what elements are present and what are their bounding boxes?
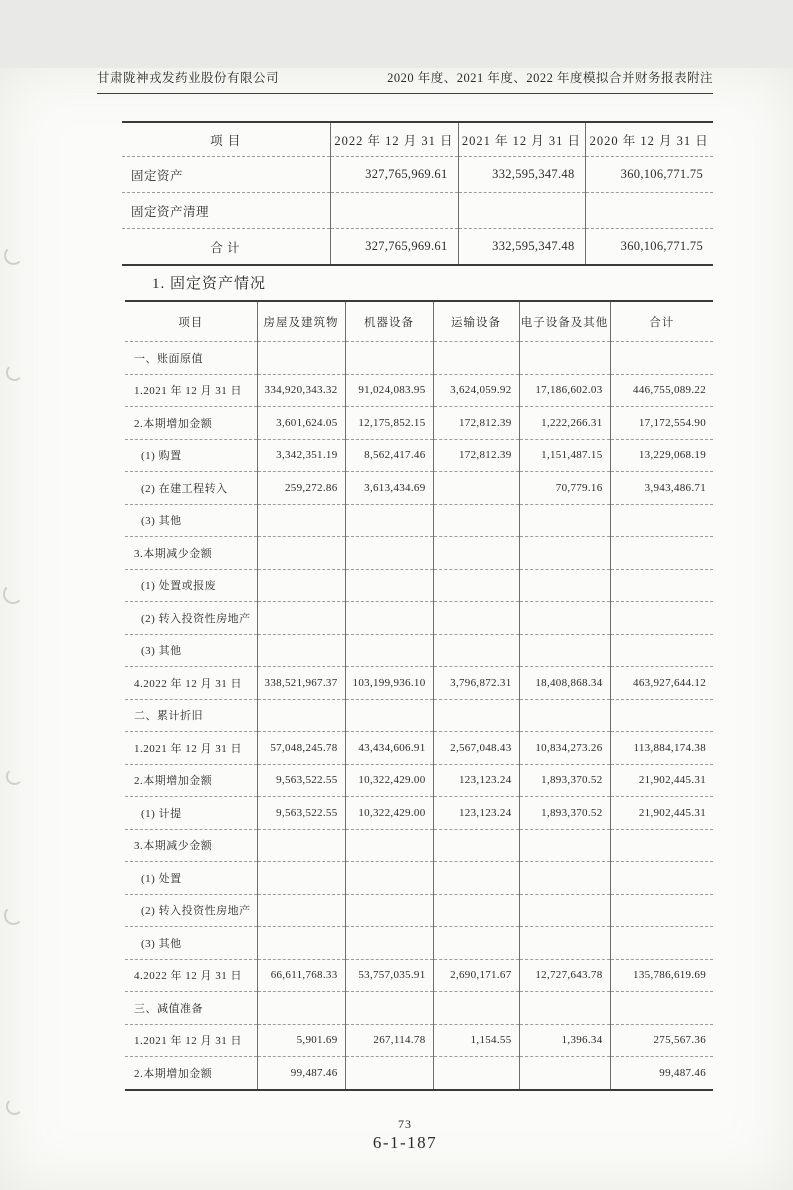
- table-row: [122, 157, 713, 193]
- cell-value: [519, 634, 610, 667]
- cell-value: [433, 602, 519, 635]
- cell-value: 66,611,768.33: [257, 959, 345, 992]
- cell-value: 334,920,343.32: [257, 374, 345, 407]
- fixed-assets-header-row: [125, 301, 713, 342]
- row-label: (2) 转入投资性房地产: [125, 602, 257, 635]
- cell-value: 3,342,351.19: [257, 439, 345, 472]
- table-row: [122, 193, 713, 229]
- cell-value: 463,927,644.12: [610, 667, 713, 700]
- scan-artifact: [6, 768, 23, 785]
- cell-value: 12,727,643.78: [519, 959, 610, 992]
- row-label: 1.2021 年 12 月 31 日: [125, 374, 257, 407]
- cell-value: [433, 1057, 519, 1090]
- cell-value: [519, 992, 610, 1025]
- cell-value: [345, 342, 433, 375]
- table-row: [125, 634, 713, 667]
- cell-value: [345, 504, 433, 537]
- cell-value: 332,595,347.48: [458, 229, 585, 266]
- table-row: [125, 374, 713, 407]
- cell-value: 3,601,624.05: [257, 407, 345, 440]
- row-label: 一、账面原值: [125, 342, 257, 375]
- column-header: 合计: [610, 301, 713, 342]
- table-row: [125, 1024, 713, 1057]
- cell-value: 70,779.16: [519, 472, 610, 505]
- row-label: (1) 计提: [125, 797, 257, 830]
- table-row: [125, 667, 713, 700]
- scan-artifact: [6, 1098, 23, 1115]
- cell-value: 360,106,771.75: [585, 229, 713, 266]
- table-row: [125, 407, 713, 440]
- cell-value: 9,563,522.55: [257, 764, 345, 797]
- cell-value: [433, 504, 519, 537]
- row-label: (3) 其他: [125, 504, 257, 537]
- column-header: 房屋及建筑物: [257, 301, 345, 342]
- cell-value: [610, 829, 713, 862]
- row-label: 3.本期减少金额: [125, 537, 257, 570]
- cell-value: 43,434,606.91: [345, 732, 433, 765]
- cell-value: [433, 862, 519, 895]
- cell-value: [610, 602, 713, 635]
- cell-value: 172,812.39: [433, 407, 519, 440]
- table-row: [125, 1057, 713, 1090]
- row-label: 1.2021 年 12 月 31 日: [125, 1024, 257, 1057]
- cell-value: 3,943,486.71: [610, 472, 713, 505]
- cell-value: [610, 699, 713, 732]
- cell-value: 1,154.55: [433, 1024, 519, 1057]
- cell-value: [257, 829, 345, 862]
- scan-artifact: [6, 364, 23, 381]
- scan-artifact: [3, 584, 23, 604]
- fixed-assets-table-body: [125, 342, 713, 1090]
- cell-value: 2,567,048.43: [433, 732, 519, 765]
- summary-table-body: [122, 157, 713, 266]
- cell-value: [345, 894, 433, 927]
- table-row: [125, 537, 713, 570]
- cell-value: [519, 862, 610, 895]
- table-row: [125, 439, 713, 472]
- cell-value: 8,562,417.46: [345, 439, 433, 472]
- table-row: [125, 569, 713, 602]
- column-header: 运输设备: [433, 301, 519, 342]
- cell-value: 13,229,068.19: [610, 439, 713, 472]
- cell-value: 10,834,273.26: [519, 732, 610, 765]
- cell-value: 17,172,554.90: [610, 407, 713, 440]
- cell-value: 1,396.34: [519, 1024, 610, 1057]
- cell-value: [519, 569, 610, 602]
- report-title: 2020 年度、2021 年度、2022 年度模拟合并财务报表附注: [387, 71, 713, 85]
- row-label: (1) 购置: [125, 439, 257, 472]
- row-label: (1) 处置或报废: [125, 569, 257, 602]
- cell-value: 1,151,487.15: [519, 439, 610, 472]
- cell-value: 1,893,370.52: [519, 797, 610, 830]
- cell-value: [345, 699, 433, 732]
- column-header: 2020 年 12 月 31 日: [585, 122, 713, 157]
- table-row: [125, 472, 713, 505]
- row-label: 4.2022 年 12 月 31 日: [125, 667, 257, 700]
- cell-value: [519, 829, 610, 862]
- row-label: 2.本期增加金额: [125, 407, 257, 440]
- cell-value: [257, 699, 345, 732]
- cell-value: [610, 342, 713, 375]
- cell-value: [257, 992, 345, 1025]
- cell-value: 18,408,868.34: [519, 667, 610, 700]
- fixed-assets-table-section: [125, 300, 713, 1091]
- page-number: 73: [398, 1116, 412, 1131]
- row-label: 固定资产清理: [122, 193, 330, 229]
- summary-table-header-row: [122, 122, 713, 157]
- scan-artifact: [4, 906, 23, 925]
- cell-value: 5,901.69: [257, 1024, 345, 1057]
- scan-artifact: [4, 246, 23, 265]
- cell-value: [257, 602, 345, 635]
- table-row: [125, 959, 713, 992]
- table-row: [125, 927, 713, 960]
- cell-value: [257, 927, 345, 960]
- cell-value: [345, 569, 433, 602]
- cell-value: 99,487.46: [610, 1057, 713, 1090]
- row-label: 4.2022 年 12 月 31 日: [125, 959, 257, 992]
- row-label: 1.2021 年 12 月 31 日: [125, 732, 257, 765]
- cell-value: [433, 992, 519, 1025]
- cell-value: 123,123.24: [433, 764, 519, 797]
- cell-value: [433, 472, 519, 505]
- cell-value: 123,123.24: [433, 797, 519, 830]
- cell-value: [433, 634, 519, 667]
- cell-value: [610, 894, 713, 927]
- table-row: [125, 862, 713, 895]
- row-label: 三、减值准备: [125, 992, 257, 1025]
- cell-value: [330, 193, 458, 229]
- cell-value: [345, 1057, 433, 1090]
- row-label: (2) 在建工程转入: [125, 472, 257, 505]
- cell-value: 332,595,347.48: [458, 157, 585, 193]
- cell-value: 3,796,872.31: [433, 667, 519, 700]
- cell-value: [433, 699, 519, 732]
- summary-table-section: [122, 121, 713, 266]
- cell-value: 1,893,370.52: [519, 764, 610, 797]
- cell-value: [585, 193, 713, 229]
- row-label: 二、累计折旧: [125, 699, 257, 732]
- cell-value: [257, 634, 345, 667]
- cell-value: [345, 829, 433, 862]
- cell-value: 103,199,936.10: [345, 667, 433, 700]
- cell-value: 10,322,429.00: [345, 797, 433, 830]
- cell-value: 338,521,967.37: [257, 667, 345, 700]
- cell-value: 53,757,035.91: [345, 959, 433, 992]
- cell-value: 360,106,771.75: [585, 157, 713, 193]
- column-header: 2021 年 12 月 31 日: [458, 122, 585, 157]
- cell-value: [610, 634, 713, 667]
- cell-value: [519, 342, 610, 375]
- cell-value: 1,222,266.31: [519, 407, 610, 440]
- table-row: [125, 894, 713, 927]
- scanned-document-page: [0, 68, 793, 1190]
- fixed-assets-table: [125, 300, 713, 1091]
- cell-value: [519, 504, 610, 537]
- cell-value: [433, 569, 519, 602]
- cell-value: 172,812.39: [433, 439, 519, 472]
- row-label: 2.本期增加金额: [125, 1057, 257, 1090]
- cell-value: 91,024,083.95: [345, 374, 433, 407]
- cell-value: 3,613,434.69: [345, 472, 433, 505]
- row-label: 2.本期增加金额: [125, 764, 257, 797]
- table-row: [125, 602, 713, 635]
- cell-value: [257, 342, 345, 375]
- cell-value: [345, 602, 433, 635]
- cell-value: [257, 894, 345, 927]
- cell-value: 259,272.86: [257, 472, 345, 505]
- cell-value: 10,322,429.00: [345, 764, 433, 797]
- cell-value: [610, 927, 713, 960]
- cell-value: [345, 927, 433, 960]
- row-label: (3) 其他: [125, 634, 257, 667]
- cell-value: [519, 894, 610, 927]
- cell-value: 267,114.78: [345, 1024, 433, 1057]
- cell-value: 17,186,602.03: [519, 374, 610, 407]
- cell-value: 99,487.46: [257, 1057, 345, 1090]
- cell-value: [610, 992, 713, 1025]
- cell-value: [519, 1057, 610, 1090]
- table-row: [125, 764, 713, 797]
- table-row: [125, 699, 713, 732]
- cell-value: [433, 342, 519, 375]
- cell-value: [433, 927, 519, 960]
- cell-value: 113,884,174.38: [610, 732, 713, 765]
- column-header: 项 目: [210, 133, 242, 148]
- cell-value: 135,786,619.69: [610, 959, 713, 992]
- cell-value: 9,563,522.55: [257, 797, 345, 830]
- cell-value: [610, 569, 713, 602]
- cell-value: 57,048,245.78: [257, 732, 345, 765]
- column-header: 项目: [178, 316, 204, 329]
- document-header: [97, 68, 713, 94]
- cell-value: [519, 602, 610, 635]
- row-label: (3) 其他: [125, 927, 257, 960]
- row-label: 固定资产: [122, 157, 330, 193]
- cell-value: 12,175,852.15: [345, 407, 433, 440]
- cell-value: [257, 504, 345, 537]
- cell-value: [433, 829, 519, 862]
- document-footer: [97, 1117, 713, 1153]
- table-row: [125, 829, 713, 862]
- cell-value: [610, 504, 713, 537]
- cell-value: [257, 537, 345, 570]
- cell-value: 327,765,969.61: [330, 229, 458, 266]
- row-label: 3.本期减少金额: [125, 829, 257, 862]
- column-header: 电子设备及其他: [519, 301, 610, 342]
- table-row: [125, 342, 713, 375]
- table-row: [122, 229, 713, 266]
- company-name: 甘肃陇神戎发药业股份有限公司: [97, 71, 280, 85]
- cell-value: 446,755,089.22: [610, 374, 713, 407]
- cell-value: [458, 193, 585, 229]
- cell-value: [345, 992, 433, 1025]
- cell-value: [519, 699, 610, 732]
- section-heading: 1. 固定资产情况: [152, 276, 267, 292]
- cell-value: [257, 862, 345, 895]
- cell-value: 2,690,171.67: [433, 959, 519, 992]
- row-label: (1) 处置: [125, 862, 257, 895]
- cell-value: [610, 537, 713, 570]
- row-label: (2) 转入投资性房地产: [125, 894, 257, 927]
- cell-value: 21,902,445.31: [610, 764, 713, 797]
- cell-value: [345, 862, 433, 895]
- table-row: [125, 504, 713, 537]
- row-label: 合 计: [122, 229, 330, 266]
- cell-value: 21,902,445.31: [610, 797, 713, 830]
- cell-value: [345, 634, 433, 667]
- cell-value: [610, 862, 713, 895]
- summary-table: [122, 121, 713, 266]
- document-number: 6-1-187: [372, 1132, 438, 1152]
- cell-value: 327,765,969.61: [330, 157, 458, 193]
- column-header: 2022 年 12 月 31 日: [330, 122, 458, 157]
- cell-value: 3,624,059.92: [433, 374, 519, 407]
- cell-value: [519, 537, 610, 570]
- table-row: [125, 797, 713, 830]
- cell-value: [257, 569, 345, 602]
- table-row: [125, 732, 713, 765]
- cell-value: [345, 537, 433, 570]
- cell-value: [433, 537, 519, 570]
- cell-value: 275,567.36: [610, 1024, 713, 1057]
- column-header: 机器设备: [345, 301, 433, 342]
- cell-value: [433, 894, 519, 927]
- table-row: [125, 992, 713, 1025]
- cell-value: [519, 927, 610, 960]
